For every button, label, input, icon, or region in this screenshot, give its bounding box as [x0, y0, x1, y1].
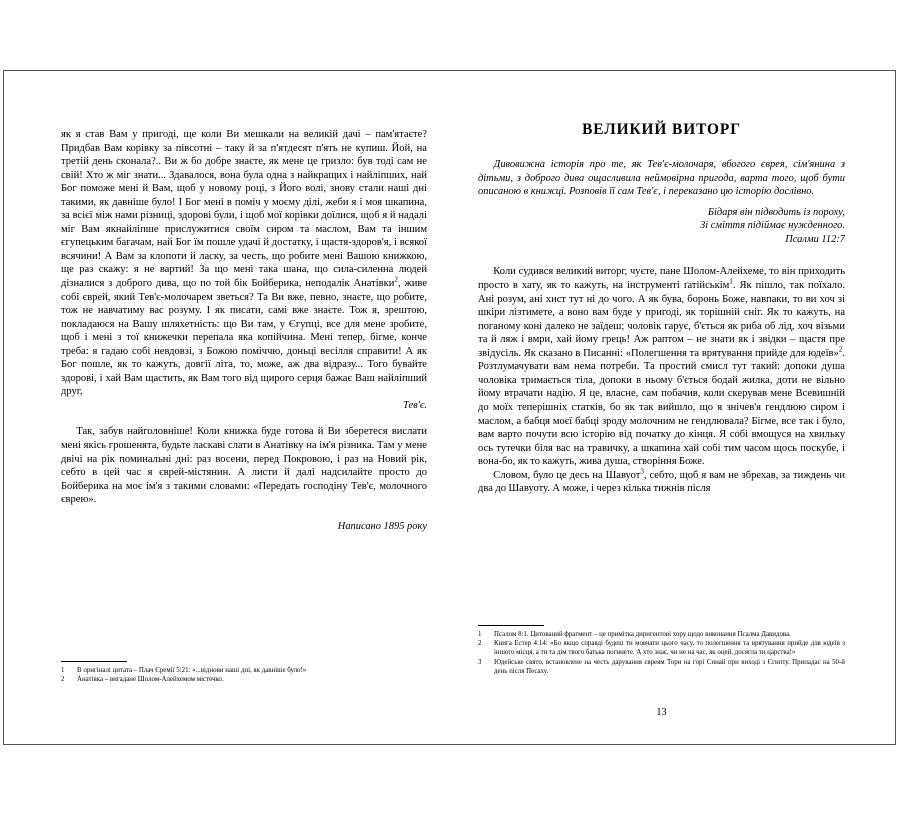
footnote-item	[61, 666, 427, 675]
page-left-body	[61, 128, 427, 744]
epigraph-verse-line: Бідаря він підводить із пороху,	[707, 206, 845, 218]
paragraph-postscript: Так, забув найголовніше! Коли книжка буде готова й Ви зберетеся вислати мені якісь грошенята, будьте ласкаві слати в Анатівку на ім'я різника. Там у мене двічі на рік поминальні дні: раз восени, перед Покровою, і раз на Новий рік, себто в цей час я єврей-містянин. А листи й далі надсилайте просто до Бойберика на моє ім'я з такими словами: «Передать господіну Тев'є, молочного єврею».	[61, 426, 427, 506]
footnote-text: Анатівка – вигадане Шолом-Алейхемом містечко.	[77, 675, 224, 683]
page-right	[449, 71, 895, 744]
paragraph-text: Коли судився великий виторг, чуєте, пане Шолом-Алейхеме, то він приходить просто в хату, як то кажуть, на інструменті ґатійськім	[478, 266, 845, 292]
letter-signature: Тев'є.	[403, 399, 427, 411]
footnote-text: Юдейське свято, встановлене на честь дарування євреям Тори на горі Синай при виході з Єгипту. Припадає на 50-й день після Песаху.	[494, 658, 845, 675]
paragraph-text: як я став Вам у пригоді, ще коли Ви мешкали на великій дачі – пам'ятаєте? Придбав Вам корівку за півсотні – таку й за п'ятдесят п'ять не купиш. Йой, на третій день сконала?.. Ви ж бо добре знаєте, як мене це гризло: був тоді сам не свій! Хто ж міг знати... Здавалося, вона була одна з найкращих і найліпших, най Бог поможе мені й Вам, щоб у новому році, з Його волі, знову стали наші дні такими, як давніше було! І Бог мені в поміч у моєму ділі, жеби я і моя шкапина, за всієї між нами різниці, здорові були, і щоб мої корівки доїлися, щоб я й надалі міг Вам якнайліпше прислужитися своїм сиром та маслом, Вам та іншим єгупецьким багачам, най Бог їм пошле удачі й достатку, і щастя-здоров'я, і всякої всячини! А Вам за клопоти й ласку, за честь, що робите мені Вашою книжкою, ще раз скажу: я не вартий! За що мені така шана, що сила-силенна людей дізналися з доброго дива, що по той бік Бойберика, неподалік Анатівки	[61, 129, 427, 290]
epigraph-verse-source: Псалми 112:7	[785, 233, 845, 245]
footnote-number: 3	[478, 658, 482, 666]
footnote-ref-2[interactable]: 2	[394, 275, 398, 284]
footnote-item	[478, 658, 845, 676]
letter-dateline: Написано 1895 року	[337, 520, 427, 532]
footnotes-right	[478, 625, 845, 676]
spacer	[61, 507, 427, 520]
paragraph-opening	[478, 265, 845, 468]
footnote-ref-1[interactable]: 1	[729, 277, 733, 286]
footnote-item	[478, 630, 845, 639]
paragraph-text-tail: , себто, щоб я вам не збрехав, за тиждень чи два до Шавуоту. А може, і через кілька тижнів після	[478, 469, 845, 495]
epigraph-verse-line: Зі сміття підіймає нужденного.	[700, 220, 845, 232]
footnote-rule	[61, 661, 127, 662]
footnote-number: 2	[61, 675, 65, 683]
footnote-number: 1	[61, 666, 65, 674]
chapter-epigraph: Дивовижна історія про те, як Тев'є-молочаря, вбогого єврея, сім'янина з дітьми, з доброго дива ощасливила неймовірна пригода, варта того, щоб бути описаною в книжці. Розповів її сам Тев'є, і переказано цю історію дослівно.	[478, 159, 845, 198]
footnote-text: В оригіналі цитата – Плач Єремії 5:21: «...віднови наші дні, як давніше було!»	[77, 666, 307, 674]
footnote-text: Псалом 8:1. Цитований фрагмент – це примітка диригентові хору щодо виконання Псалма Давидова.	[494, 630, 791, 638]
spacer	[61, 412, 427, 425]
paragraph-continued	[61, 128, 427, 399]
footnote-item	[478, 639, 845, 657]
paragraph-text-tail: . Як пішло, так поїхало. Ані розум, ані хист тут ні до чого. А як бува, боронь Боже, навпаки, то ви хоч зі шкіри лізтимете, а воно вам буде у пригоді, як торішній сніг. Як то кажуть, на поганому коні далеко не заїдеш; чоловік гарує, б'ється як риба об лід, хоч візьми та й ляж і вмри, хай йому грець! Аж раптом – не знати як і звідки – щастя пре звідусіль. Як сказано в Писанні: «Полегшення та врятування прийде для юдеїв»	[478, 280, 845, 359]
footnote-ref-3[interactable]: 3	[640, 467, 644, 476]
footnote-ref-2[interactable]: 2	[838, 345, 843, 354]
paragraph-second	[478, 469, 845, 496]
footnote-number: 2	[478, 640, 482, 648]
page-number: 13	[656, 707, 667, 718]
chapter-title: ВЕЛИКИЙ ВИТОРГ	[582, 121, 741, 138]
footnote-text: Книга Естер 4:14: «Бо якщо справді будеш ти мовчати цього часу, то полегшення та врятування прийде для юдеїв з іншого місця, а ти та дім твого батька погинете. А хто знає, чи не на час, як оцей, досягла ти царства!»	[494, 640, 845, 657]
footnote-item	[61, 675, 427, 684]
book-spread	[3, 70, 896, 745]
footnote-rule	[478, 625, 544, 626]
paragraph-text-tail2: . Розтлумачувати вам нема потреби. Та простий смисл тут такий: допоки душа чоловіка тримається тіла, допоки в ньому б'ється бодай жилка, доти не вільно йому втрачати надію. Я це, власне, сам побачив, коли скерував мене Всевишній до моїх теперішніх статків, бо як так вийшло, що я знічев'я гендлюю сиром і маслом, а бабця моєї бабці зроду молочним не гендлювала? Бігме, все так і було, вам варто почути всю історію від початку до кінця. Я собі вмощуся на хвильку ось тутечки біля вас на травичку, а шкапина хай собі тим часом щось поскубе, і вона-бо, як то кажуть, жива душа, створіння Боже.	[478, 347, 845, 468]
footnote-number: 1	[478, 630, 482, 638]
spacer	[478, 199, 845, 206]
paragraph-text: Словом, було це десь на Шавуот	[493, 469, 641, 481]
page-left	[4, 71, 449, 744]
spacer	[478, 246, 845, 265]
footnotes-left	[61, 661, 427, 684]
paragraph-text-tail: , живе собі єврей, який Тев'є-молочарем зветься? Та Ви вже, певно, знаєте, що робите, тож не навчатиму вас розуму. І як писати, самі вже знаєте. Тож я, зрештою, покладаюся на Вашу шляхетність: що Ви там, у Єгупці, все для мене зробите, щоб і мені з тої книжечки перепала яка копійчина. Мені тепер, бігме, конче треба: я гадаю собі невдовзі, з Божою поміччю, доньці весілля справити! А як Бог пошле, як то кажуть, довгії літа, то, може, аж два відразу... Того бувайте здорові, і хай Вам щастить, як Вам того від щирого серця бажає Ваш найліпший друг,	[61, 278, 427, 398]
page-right-body	[478, 121, 845, 744]
